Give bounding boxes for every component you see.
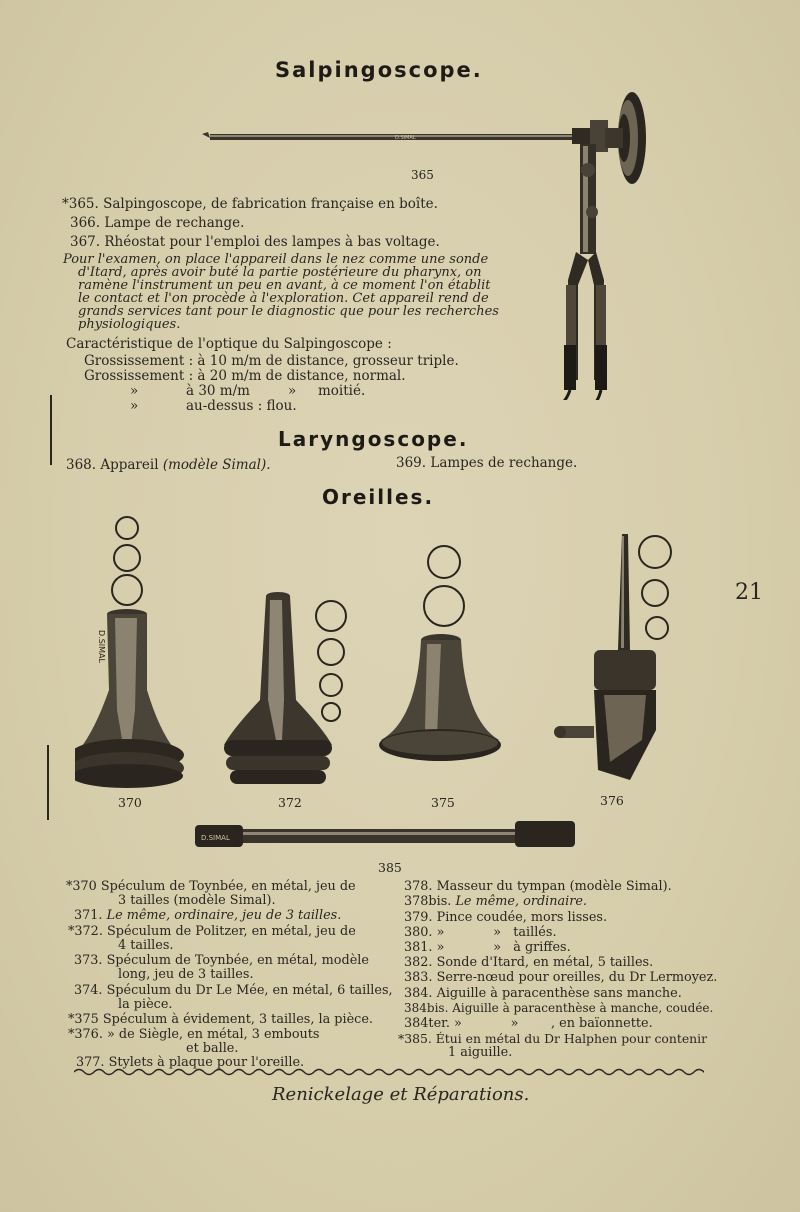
speculum-372-illustration	[220, 590, 360, 790]
speculum-370-engraving: D.SIMAL	[97, 630, 106, 663]
list-item: *372. Spéculum de Politzer, en métal, jeu de	[68, 924, 356, 939]
figure-label-385: 385	[378, 860, 402, 875]
description-line: physiologiques.	[78, 317, 181, 332]
description-line: grands services tant pour le diagnostic que pour les recherches	[78, 304, 499, 319]
description-line: d'Itard, après avoir buté la partie postérieure du pharynx, on	[78, 265, 482, 280]
list-item: 374. Spéculum du Dr Le Mée, en métal, 6 tailles,	[74, 983, 393, 998]
optics-row-3c: »	[288, 383, 297, 399]
list-item: long, jeu de 3 tailles.	[118, 967, 254, 982]
figure-label-372: 372	[278, 795, 302, 810]
wavy-divider	[74, 1066, 704, 1078]
optics-row-4b: au-dessus : flou.	[186, 398, 297, 414]
description-line: ramène l'instrument un peu en avant, à ce moment l'on établit	[78, 278, 491, 293]
list-item: 379. Pince coudée, mors lisses.	[404, 910, 608, 925]
margin-rule	[50, 395, 52, 465]
list-item: 371. Le même, ordinaire, jeu de 3 tailles.	[74, 908, 342, 923]
list-item: 4 tailles.	[118, 938, 174, 953]
item-368-label: 368. Appareil	[66, 457, 159, 473]
list-item: 378. Masseur du tympan (modèle Simal).	[404, 879, 672, 894]
list-item: 378bis. Le même, ordinaire.	[404, 894, 587, 909]
list-item: 377. Stylets à plaque pour l'oreille.	[76, 1055, 305, 1070]
optics-title: Caractéristique de l'optique du Salpingoscope :	[66, 336, 392, 352]
description-line: Pour l'examen, on place l'appareil dans le nez comme une sonde	[63, 252, 489, 267]
footer-note: Renickelage et Réparations.	[272, 1084, 530, 1105]
item-365: *365. Salpingoscope, de fabrication française en boîte.	[62, 196, 438, 212]
page-number: 21	[735, 580, 763, 605]
list-item: 382. Sonde d'Itard, en métal, 5 tailles.	[404, 955, 654, 970]
figure-label-370: 370	[118, 795, 142, 810]
description-line: le contact et l'on procède à l'exploration. Cet appareil rend de	[78, 291, 489, 306]
figure-label-365: 365	[411, 168, 434, 182]
list-item: 384. Aiguille à paracenthèse sans manche.	[404, 986, 682, 1001]
list-item: 384ter. » » , en baïonnette.	[404, 1016, 653, 1031]
speculum-376-illustration	[550, 530, 680, 780]
etui-385-illustration	[195, 815, 580, 855]
heading-laryngoscope: Laryngoscope.	[278, 427, 469, 451]
item-368-model: (modèle Simal).	[162, 457, 271, 473]
list-item: la pièce.	[118, 997, 173, 1012]
list-item: et balle.	[186, 1041, 239, 1056]
list-item: 380. » » taillés.	[404, 925, 557, 940]
list-item: 384bis. Aiguille à paracenthèse à manche, coudée.	[404, 1001, 714, 1015]
speculum-375-illustration	[375, 540, 505, 785]
item-366: 366. Lampe de rechange.	[70, 215, 245, 231]
optics-row-3a: »	[130, 383, 139, 399]
heading-salpingoscope: Salpingoscope.	[275, 58, 483, 82]
list-item: *375 Spéculum à évidement, 3 tailles, la pièce.	[68, 1012, 373, 1027]
speculum-370-illustration	[75, 510, 205, 795]
list-item: *370 Spéculum de Toynbée, en métal, jeu de	[66, 879, 356, 894]
item-367: 367. Rhéostat pour l'emploi des lampes à bas voltage.	[70, 234, 440, 250]
list-item: 1 aiguille.	[448, 1045, 513, 1060]
list-item: *385. Étui en métal du Dr Halphen pour contenir	[398, 1031, 708, 1046]
list-item: 373. Spéculum de Toynbée, en métal, modèle	[74, 953, 369, 968]
margin-rule	[47, 745, 49, 820]
optics-row-2: Grossissement : à 20 m/m de distance, normal.	[84, 368, 406, 384]
optics-row-3b: à 30 m/m	[186, 383, 250, 399]
item-368	[66, 457, 271, 473]
figure-label-376: 376	[600, 793, 624, 808]
list-item: 383. Serre-nœud pour oreilles, du Dr Lermoyez.	[404, 970, 718, 985]
optics-row-4a: »	[130, 398, 139, 414]
svg-text:D.SIMAL: D.SIMAL	[395, 135, 416, 141]
optics-row-1: Grossissement : à 10 m/m de distance, grosseur triple.	[84, 353, 459, 369]
list-item: 3 tailles (modèle Simal).	[118, 893, 276, 908]
heading-oreilles: Oreilles.	[322, 485, 435, 509]
list-item: *376. » de Siègle, en métal, 3 embouts	[68, 1027, 320, 1042]
item-369: 369. Lampes de rechange.	[396, 455, 578, 471]
etui-385-engraving: D.SIMAL	[201, 834, 230, 842]
optics-row-3d: moitié.	[318, 383, 366, 399]
figure-label-375: 375	[431, 795, 455, 810]
list-item: 381. » » à griffes.	[404, 940, 571, 955]
